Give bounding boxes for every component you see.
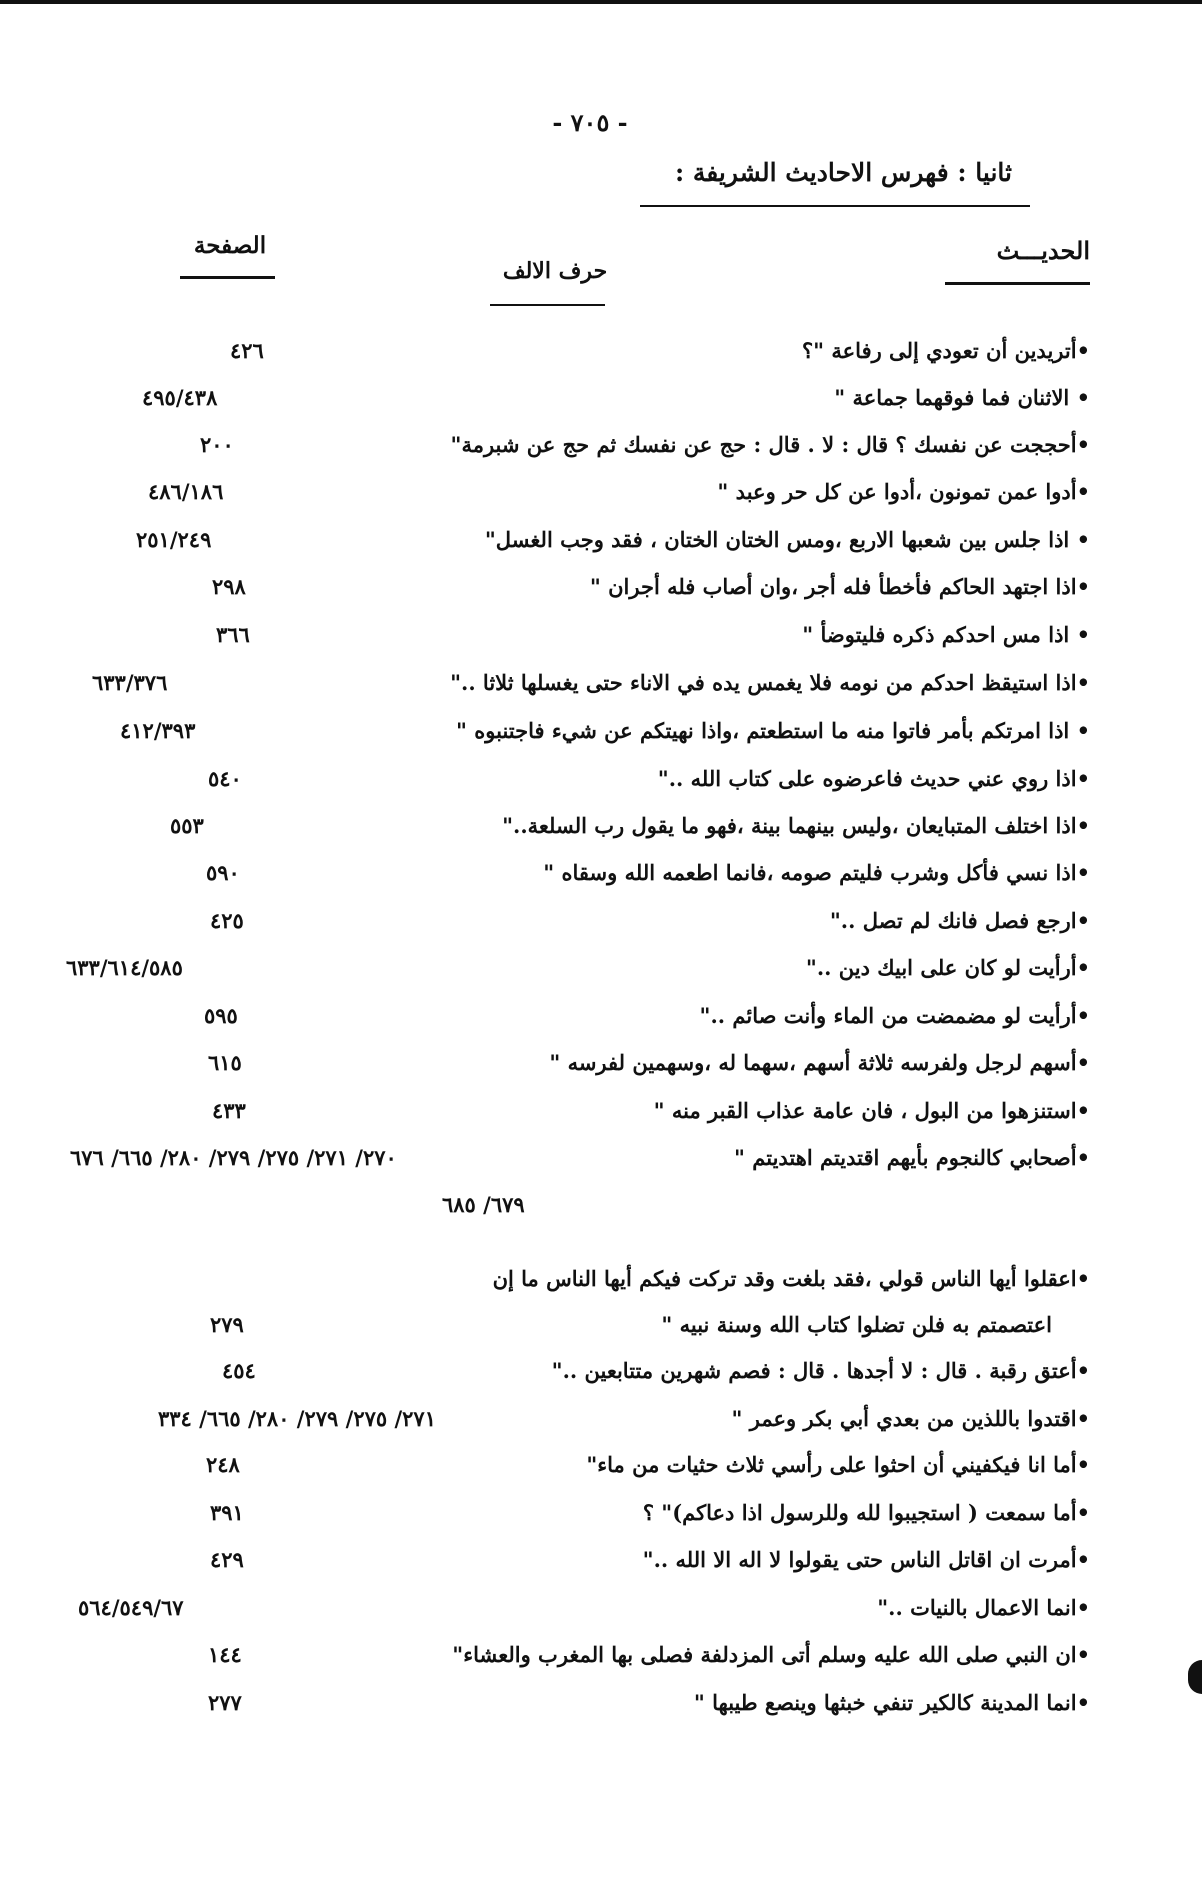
hadith-entry-pages: ١٤٤ — [208, 1642, 242, 1667]
hadith-entry-pages: ٥٩٥ — [204, 1003, 238, 1028]
hadith-entry-text: •اذا روي عني حديث فاعرضوه على كتاب الله .." — [657, 766, 1090, 791]
hadith-entry-text: •انما الاعمال بالنيات .." — [877, 1595, 1090, 1620]
letter-heading: حرف الالف — [502, 258, 608, 284]
hadith-entry-text: •أمرت ان اقاتل الناس حتى يقولوا لا اله الا الله .." — [642, 1547, 1090, 1572]
page-number: - ٧٠٥ - — [552, 108, 628, 137]
hadith-entry-text: • اذا امرتكم بأمر فاتوا منه ما استطعتم ،واذا نهيتكم عن شيء فاجتنبوه " — [456, 718, 1090, 743]
hadith-entry-pages: ٢٩٨ — [212, 574, 246, 599]
hadith-entry-text: •اقتدوا باللذين من بعدي أبي بكر وعمر " — [731, 1406, 1090, 1431]
hadith-entry-text: •استنزهوا من البول ، فان عامة عذاب القبر منه " — [653, 1098, 1090, 1123]
hadith-entry-pages: ٤٥٤ — [222, 1358, 256, 1383]
hadith-entry-text: •اذا نسي فأكل وشرب فليتم صومه ،فانما اطعمه الله وسقاه " — [543, 860, 1090, 885]
hadith-entry-text: •أسهم لرجل ولفرسه ثلاثة أسهم ،سهما له ،وسهمين لفرسه " — [549, 1050, 1090, 1075]
hadith-entry-text: •أدوا عمن تمونون ،أدوا عن كل حر وعبد " — [717, 479, 1090, 504]
hadith-entry-pages: ٢٧٧ — [208, 1690, 242, 1715]
hadith-entry-pages: ٤٢٩ — [210, 1547, 244, 1572]
hadith-entry-pages: ٢٧٠/ ٢٧١/ ٢٧٥/ ٢٧٩/ ٢٨٠/ ٦٦٥/ ٦٧٦ — [70, 1145, 397, 1170]
hadith-entry-text: •أرأيت لو مضمضت من الماء وأنت صائم .." — [699, 1003, 1090, 1028]
hadith-entry-text: اعتصمتم به فلن تضلوا كتاب الله وسنة نبيه " — [661, 1312, 1052, 1337]
hadith-entry-pages: ٤٩٥/٤٣٨ — [142, 385, 218, 410]
hadith-entry-text: •أتريدين أن تعودي إلى رفاعة "؟ — [801, 338, 1090, 363]
hadith-entry-pages: ٥٤٠ — [208, 766, 242, 791]
hadith-entry-pages: ٢٥١/٢٤٩ — [136, 527, 212, 552]
hadith-entry-text: •اذا استيقظ احدكم من نومه فلا يغمس يده في الاناء حتى يغسلها ثلاثا .." — [450, 670, 1090, 695]
hadith-entry-pages: ٢٧٩ — [210, 1312, 244, 1337]
hadith-entry-pages: ٥٩٠ — [206, 860, 240, 885]
hadith-entry-pages: ٢٧١/ ٢٧٥/ ٢٧٩/ ٢٨٠/ ٦٦٥/ ٣٣٤ — [158, 1406, 436, 1431]
hadith-entry-text: •اذا اجتهد الحاكم فأخطأ فله أجر ،وان أصاب فله أجران " — [589, 574, 1090, 599]
hadith-entry-text: •أما انا فيكفيني أن احثوا على رأسي ثلاث حثيات من ماء" — [586, 1452, 1090, 1477]
hadith-entry-pages: ٤٨٦/١٨٦ — [148, 479, 224, 504]
hadith-entry-text: • اذا جلس بين شعبها الاربع ،ومس الختان الختان ، فقد وجب الغسل" — [484, 527, 1090, 552]
hadith-entry-text: •ان النبي صلى الله عليه وسلم أتى المزدلفة فصلى بها المغرب والعشاء" — [452, 1642, 1090, 1667]
hadith-entry-pages: ٢٤٨ — [206, 1452, 240, 1477]
hadith-entry-pages: ٦١٥ — [208, 1050, 242, 1075]
hadith-entry-text: • اذا مس احدكم ذكره فليتوضأ " — [802, 622, 1090, 647]
hadith-entry-text: • الاثنان فما فوقهما جماعة " — [834, 385, 1090, 410]
hadith-entry-text: •أرأيت لو كان على ابيك دين .." — [805, 955, 1090, 980]
hadith-entry-pages-continued: ٦٧٩/ ٦٨٥ — [442, 1192, 525, 1217]
hadith-entry-text: •انما المدينة كالكير تنفي خبثها وينصع طيبها " — [693, 1690, 1090, 1715]
hadith-entry-pages: ٢٠٠ — [200, 432, 234, 457]
hadith-entry-pages: ٤٢٦ — [230, 338, 264, 363]
hadith-entry-pages: ٦٣٣/٣٧٦ — [92, 670, 168, 695]
hadith-entry-text: •أحججت عن نفسك ؟ قال : لا . قال : حج عن نفسك ثم حج عن شبرمة" — [450, 432, 1090, 457]
hadith-entry-text: •أعتق رقبة . قال : لا أجدها . قال : فصم شهرين متتابعين .." — [551, 1358, 1090, 1383]
hadith-column-header: الحديـــث — [996, 236, 1090, 265]
page-column-header: الصفحة — [193, 232, 267, 259]
section-title: ثانيا : فهرس الاحاديث الشريفة : — [674, 158, 1012, 187]
hadith-entry-pages: ٣٩١ — [210, 1500, 244, 1525]
hadith-entry-text: •ارجع فصل فانك لم تصل .." — [829, 908, 1090, 933]
hadith-entry-text: •أصحابي كالنجوم بأيهم اقتديتم اهتديتم " — [734, 1145, 1090, 1170]
hadith-entry-pages: ٥٦٤/٥٤٩/٦٧ — [78, 1595, 184, 1620]
hadith-entry-pages: ٤٢٥ — [210, 908, 244, 933]
hadith-entry-pages: ٦٣٣/٦١٤/٥٨٥ — [66, 955, 183, 980]
hadith-entry-text: •أما سمعت ( استجيبوا لله وللرسول اذا دعاكم)" ؟ — [642, 1500, 1090, 1525]
hadith-entry-pages: ٤١٢/٣٩٣ — [120, 718, 196, 743]
hadith-entry-text: •اذا اختلف المتبايعان ،وليس بينهما بينة ،فهو ما يقول رب السلعة.." — [502, 813, 1090, 838]
hadith-entry-text: •اعقلوا أيها الناس قولي ،فقد بلغت وقد تركت فيكم أيها الناس ما إن — [492, 1266, 1090, 1291]
hadith-entry-pages: ٥٥٣ — [170, 813, 204, 838]
hadith-entry-pages: ٤٣٣ — [212, 1098, 246, 1123]
hadith-entry-pages: ٣٦٦ — [216, 622, 250, 647]
